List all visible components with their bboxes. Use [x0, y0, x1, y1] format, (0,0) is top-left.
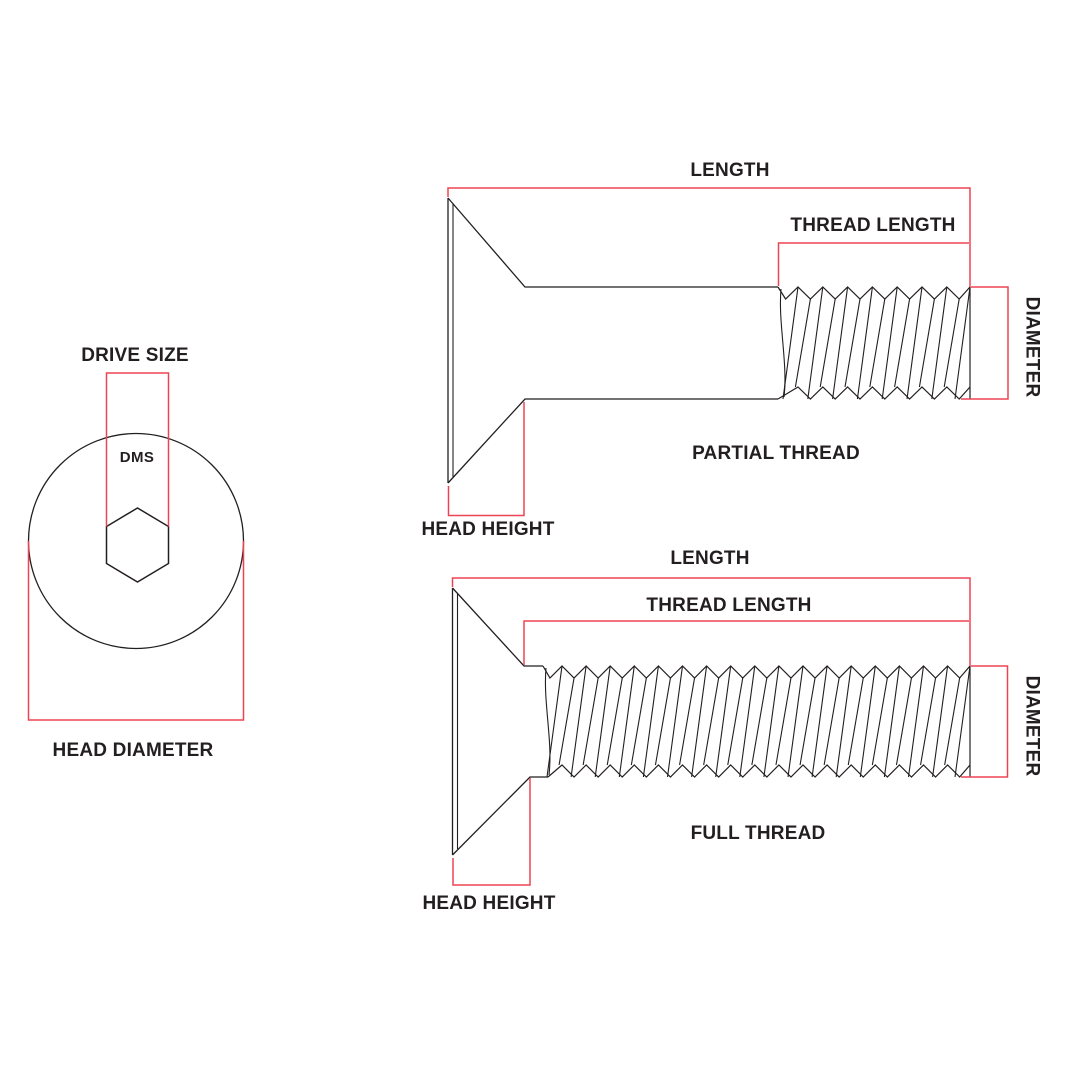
full-thread-caption: FULL THREAD — [690, 823, 826, 844]
thread-runout — [545, 668, 550, 775]
head-height-dimension — [449, 402, 525, 516]
thread-flank-lines — [547, 666, 970, 777]
head-height-dimension — [453, 778, 530, 885]
head-cone-bottom — [453, 777, 549, 855]
thread-top-profile — [778, 287, 970, 299]
thread-runout — [780, 289, 785, 397]
partial-length-label: LENGTH — [690, 160, 770, 181]
partial-head-height-label: HEAD HEIGHT — [421, 519, 555, 540]
partial-diameter-label: DIAMETER — [1021, 296, 1043, 398]
thread-length-dimension — [779, 243, 970, 286]
length-dimension — [448, 188, 970, 287]
drive-size-label: DRIVE SIZE — [81, 345, 189, 366]
full-thread-length-label: THREAD LENGTH — [646, 595, 812, 616]
thread-length-dimension — [524, 621, 969, 665]
head-end-view — [29, 373, 244, 720]
drive-size-value: DMS — [119, 449, 155, 466]
full-head-height-label: HEAD HEIGHT — [422, 893, 556, 914]
length-dimension — [453, 578, 971, 666]
thread-bottom-profile — [548, 765, 970, 777]
thread-bottom-profile — [778, 387, 970, 399]
thread-flank-lines — [783, 287, 970, 399]
partial-thread-side-view — [448, 188, 1008, 516]
head-diameter-label: HEAD DIAMETER — [52, 740, 214, 761]
partial-thread-caption: PARTIAL THREAD — [692, 443, 860, 464]
thread-top-profile — [543, 666, 970, 678]
hex-socket — [107, 508, 169, 582]
head-cone-top — [448, 198, 778, 287]
head-cone-top — [453, 588, 544, 666]
partial-thread-length-label: THREAD LENGTH — [790, 215, 956, 236]
head-cone-bottom — [448, 399, 778, 483]
full-diameter-label: DIAMETER — [1021, 675, 1043, 777]
head-diameter-dimension — [29, 541, 244, 720]
full-length-label: LENGTH — [670, 548, 750, 569]
